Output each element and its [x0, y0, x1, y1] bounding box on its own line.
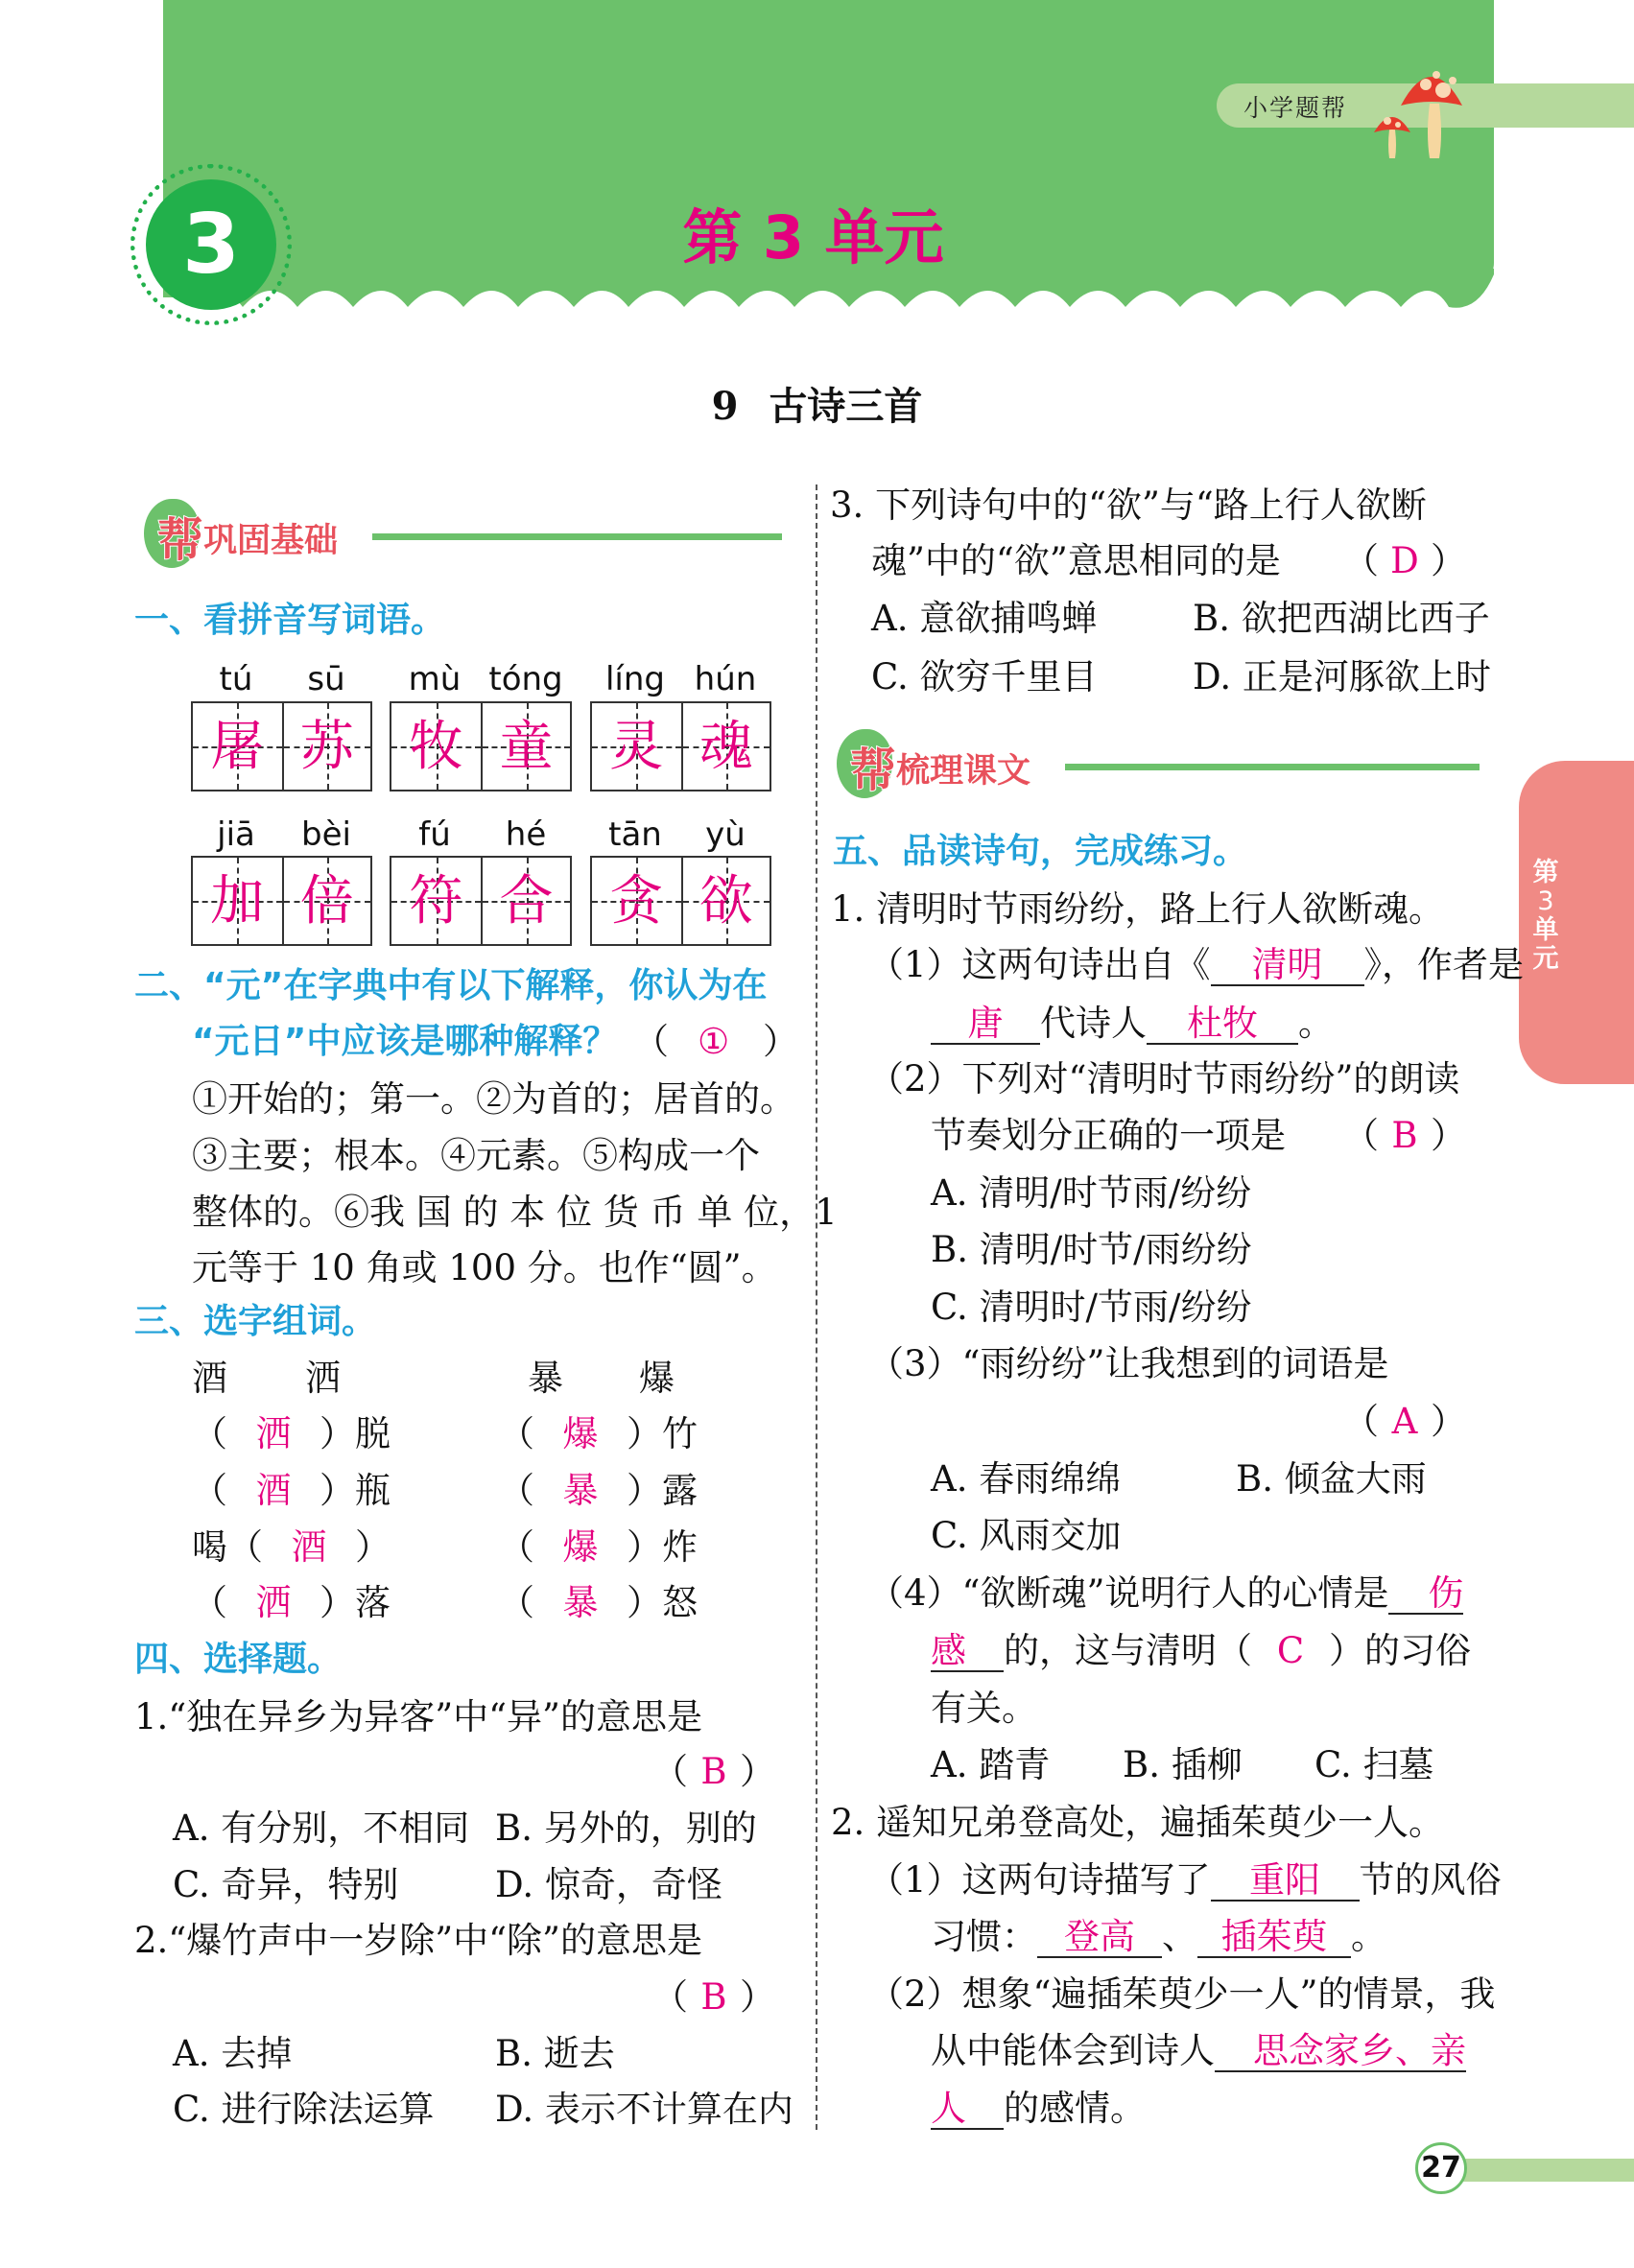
side-tab-char: 3: [1537, 886, 1554, 916]
section-badge: 帮: [157, 513, 204, 567]
answer-paren-close: ）: [763, 1021, 798, 1062]
word-answer[interactable]: 酒: [255, 1470, 292, 1511]
sub-question-cont: 节奏划分正确的一项是: [931, 1115, 1286, 1156]
section-label: 巩固基础: [203, 522, 339, 560]
column-divider: [816, 484, 817, 2130]
mc-answer-slot[interactable]: （ B ）: [652, 1976, 775, 2018]
word-answer[interactable]: 爆: [562, 1413, 599, 1454]
question-1-title: 一、看拼音写词语。: [134, 601, 446, 640]
mc-option[interactable]: A. 有分别，不相同: [173, 1807, 470, 1849]
mc-answer-slot[interactable]: （ B ）: [652, 1751, 775, 1792]
mc-option[interactable]: D. 惊奇，奇怪: [495, 1864, 722, 1905]
blank-answer[interactable]: 清明: [1211, 946, 1364, 986]
blank-answer[interactable]: 唐: [931, 1004, 1040, 1045]
writing-box[interactable]: [390, 701, 572, 791]
written-char: 欲: [699, 870, 753, 933]
pinyin: mù: [408, 660, 462, 698]
writing-box[interactable]: [390, 856, 572, 946]
pinyin: sū: [307, 660, 345, 698]
char-option: 酒: [192, 1358, 227, 1399]
word-item: 喝（ 酒 ）: [192, 1526, 391, 1568]
fill-line: 感 的，这与清明（ C ）的习俗: [931, 1630, 1471, 1671]
writing-box[interactable]: [590, 701, 771, 791]
section-rule: [372, 533, 782, 540]
written-char: 魂: [699, 716, 753, 778]
writing-box[interactable]: [191, 701, 372, 791]
section-label: 梳理课文: [896, 752, 1031, 791]
pinyin: jiā: [217, 815, 255, 854]
unit-title: [0, 190, 1634, 275]
fill-line: 从中能体会到诗人 思念家乡、亲: [931, 2030, 1466, 2071]
word-answer[interactable]: 爆: [562, 1526, 599, 1568]
question-3-title: 三、选字组词。: [134, 1302, 377, 1341]
mc-option[interactable]: C. 欲穷千里目: [871, 656, 1098, 697]
answer-value[interactable]: ①: [698, 1021, 730, 1062]
fill-line: 唐 代诗人 杜牧 。: [931, 1003, 1334, 1045]
mc-answer-slot[interactable]: （ A ）: [1343, 1401, 1466, 1442]
mc-option[interactable]: B. 倾盆大雨: [1236, 1458, 1427, 1500]
definition-line: 元等于 10 角或 100 分。也作“圆”。: [192, 1247, 777, 1288]
pinyin: yù: [705, 815, 746, 854]
written-char: 牧: [409, 716, 463, 778]
written-char: 苏: [299, 716, 354, 778]
pinyin: bèi: [301, 815, 351, 854]
section-header-review: [837, 729, 1480, 796]
mushroom-icon: [1362, 58, 1468, 163]
pinyin: hé: [505, 815, 547, 854]
blank-answer[interactable]: 杜牧: [1147, 1004, 1298, 1045]
unit-title-text: 第 3 单元: [682, 202, 944, 272]
unit-badge-number: 3: [182, 197, 240, 293]
lesson-number: 9: [711, 384, 739, 429]
mc-stem: 3. 下列诗句中的“欲”与“路上行人欲断: [830, 484, 1427, 526]
blank-answer[interactable]: 重阳: [1211, 1861, 1360, 1902]
word-answer[interactable]: 酒: [291, 1526, 327, 1568]
side-tab-char: 第: [1532, 858, 1559, 887]
mc-option[interactable]: C. 清明时/节雨/纷纷: [931, 1287, 1252, 1328]
poem-line: 2. 遥知兄弟登高处，遍插茱萸少一人。: [831, 1802, 1445, 1843]
mc-stem: 2.“爆竹声中一岁除”中“除”的意思是: [134, 1920, 702, 1961]
written-char: 合: [499, 870, 554, 933]
fill-line: 习惯： 登高 、 插茱萸 。: [931, 1916, 1386, 1957]
blank-answer-cont[interactable]: 感: [931, 1632, 1004, 1672]
mc-answer: A: [1391, 1401, 1418, 1442]
mc-option[interactable]: C. 风雨交加: [931, 1515, 1122, 1556]
sub-question-cont: 有关。: [931, 1688, 1037, 1729]
word-item: （ 洒 ）脱: [192, 1413, 391, 1454]
blank-answer[interactable]: 插茱萸: [1197, 1918, 1351, 1958]
word-item: （ 洒 ）落: [192, 1582, 391, 1623]
question-2-title: 二、“元”在字典中有以下解释，你认为在: [134, 966, 768, 1005]
question-2-title-cont: “元日”中应该是哪种解释？: [192, 1022, 618, 1061]
mc-option[interactable]: A. 去掉: [173, 2033, 293, 2074]
pinyin: tóng: [488, 660, 563, 698]
mc-option[interactable]: B. 欲把西湖比西子: [1193, 598, 1490, 639]
fill-line: （4）“欲断魂”说明行人的心情是 伤: [868, 1572, 1464, 1614]
mc-option[interactable]: A. 意欲捕鸣蝉: [871, 598, 1098, 639]
word-item: （ 爆 ）竹: [499, 1413, 698, 1454]
poem-line: 1. 清明时节雨纷纷，路上行人欲断魂。: [831, 888, 1445, 930]
written-char: 童: [499, 716, 554, 778]
fill-line: 人 的感情。: [931, 2088, 1146, 2129]
written-char: 加: [210, 870, 265, 933]
blank-answer[interactable]: 伤: [1388, 1574, 1463, 1615]
mc-option[interactable]: A. 踏青: [931, 1744, 1051, 1785]
written-char: 屠: [210, 716, 265, 778]
question-5-title: 五、品读诗句，完成练习。: [833, 832, 1248, 871]
brand-name: 小学题帮: [1243, 94, 1348, 122]
pinyin: tú: [219, 660, 253, 698]
mc-stem: 1.“独在异乡为异客”中“异”的意思是: [134, 1696, 702, 1737]
mc-option[interactable]: C. 进行除法运算: [173, 2089, 435, 2130]
mc-answer-slot[interactable]: （ D ）: [1343, 540, 1466, 581]
section-rule: [1065, 764, 1480, 770]
mc-option[interactable]: D. 表示不计算在内: [495, 2089, 793, 2130]
blank-answer[interactable]: 思念家乡、亲: [1215, 2032, 1466, 2072]
definition-line: ①开始的；第一。②为首的；居首的。: [192, 1078, 795, 1120]
side-tab-char: 元: [1532, 944, 1559, 974]
mc-answer: B: [700, 1751, 727, 1792]
mc-option[interactable]: D. 正是河豚欲上时: [1193, 656, 1491, 697]
written-char: 贪: [609, 870, 664, 933]
char-option: 洒: [305, 1358, 341, 1399]
pinyin: hún: [694, 660, 757, 698]
char-option: 爆: [639, 1358, 675, 1399]
side-tab-char: 单: [1532, 915, 1559, 945]
paren-answer[interactable]: C: [1276, 1630, 1305, 1671]
mc-option[interactable]: C. 扫墓: [1314, 1744, 1434, 1785]
mc-answer-slot[interactable]: （ B ）: [1343, 1115, 1466, 1156]
writing-box[interactable]: [590, 856, 771, 946]
blank-answer[interactable]: 登高: [1037, 1918, 1162, 1958]
unit-side-tab-label: [1519, 859, 1573, 974]
writing-box[interactable]: [191, 856, 372, 946]
mc-option[interactable]: C. 奇异，特别: [173, 1864, 399, 1905]
page-number: 27: [1415, 2142, 1467, 2194]
mc-answer: D: [1390, 540, 1419, 581]
written-char: 灵: [609, 716, 664, 778]
mc-option[interactable]: A. 清明/时节雨/纷纷: [931, 1172, 1252, 1214]
word-item: （ 爆 ）炸: [499, 1526, 698, 1568]
word-item: （ 暴 ）露: [499, 1470, 698, 1511]
word-answer[interactable]: 暴: [562, 1582, 599, 1623]
mc-option[interactable]: B. 清明/时节/雨纷纷: [931, 1229, 1252, 1270]
word-item: （ 酒 ）瓶: [192, 1470, 391, 1511]
fill-line: （1）这两句诗描写了 重阳 节的风俗: [868, 1859, 1502, 1901]
sub-question: （2）想象“遍插茱萸少一人”的情景，我: [868, 1973, 1496, 2015]
mc-option[interactable]: A. 春雨绵绵: [931, 1458, 1122, 1500]
written-char: 倍: [299, 870, 354, 933]
answer-paren-open: （: [633, 1021, 669, 1062]
sub-question: （3）“雨纷纷”让我想到的词语是: [868, 1343, 1389, 1384]
word-answer[interactable]: 洒: [255, 1582, 292, 1623]
sub-question: （2）下列对“清明时节雨纷纷”的朗读: [868, 1058, 1460, 1099]
mc-option[interactable]: B. 插柳: [1123, 1744, 1243, 1785]
definition-line: ③主要；根本。④元素。⑤构成一个: [192, 1135, 760, 1176]
mc-stem-cont: 魂”中的“欲”意思相同的是: [871, 540, 1281, 581]
blank-answer-cont[interactable]: 人: [931, 2090, 1004, 2130]
mc-option[interactable]: B. 另外的，别的: [495, 1807, 757, 1849]
fill-line: （1）这两句诗出自《 清明 》，作者是: [868, 944, 1525, 985]
mc-answer: B: [1391, 1115, 1418, 1156]
mc-answer: B: [700, 1976, 727, 2018]
pinyin: fú: [418, 815, 451, 854]
pinyin: líng: [604, 660, 666, 698]
section-header-consolidate: [144, 499, 782, 566]
word-answer[interactable]: 洒: [255, 1413, 292, 1454]
char-option: 暴: [528, 1358, 563, 1399]
pinyin: tān: [608, 815, 662, 854]
written-char: 符: [409, 870, 463, 933]
question-4-title: 四、选择题。: [134, 1640, 343, 1679]
word-answer[interactable]: 暴: [562, 1470, 599, 1511]
word-item: （ 暴 ）怒: [499, 1582, 698, 1623]
definition-line: 整体的。⑥我 国 的 本 位 货 币 单 位，1: [192, 1192, 838, 1233]
page-number-bar: [1458, 2159, 1634, 2182]
lesson-title: [0, 376, 1634, 431]
section-badge: 帮: [850, 744, 897, 797]
lesson-name: 古诗三首: [769, 385, 923, 429]
mc-option[interactable]: B. 逝去: [495, 2033, 615, 2074]
